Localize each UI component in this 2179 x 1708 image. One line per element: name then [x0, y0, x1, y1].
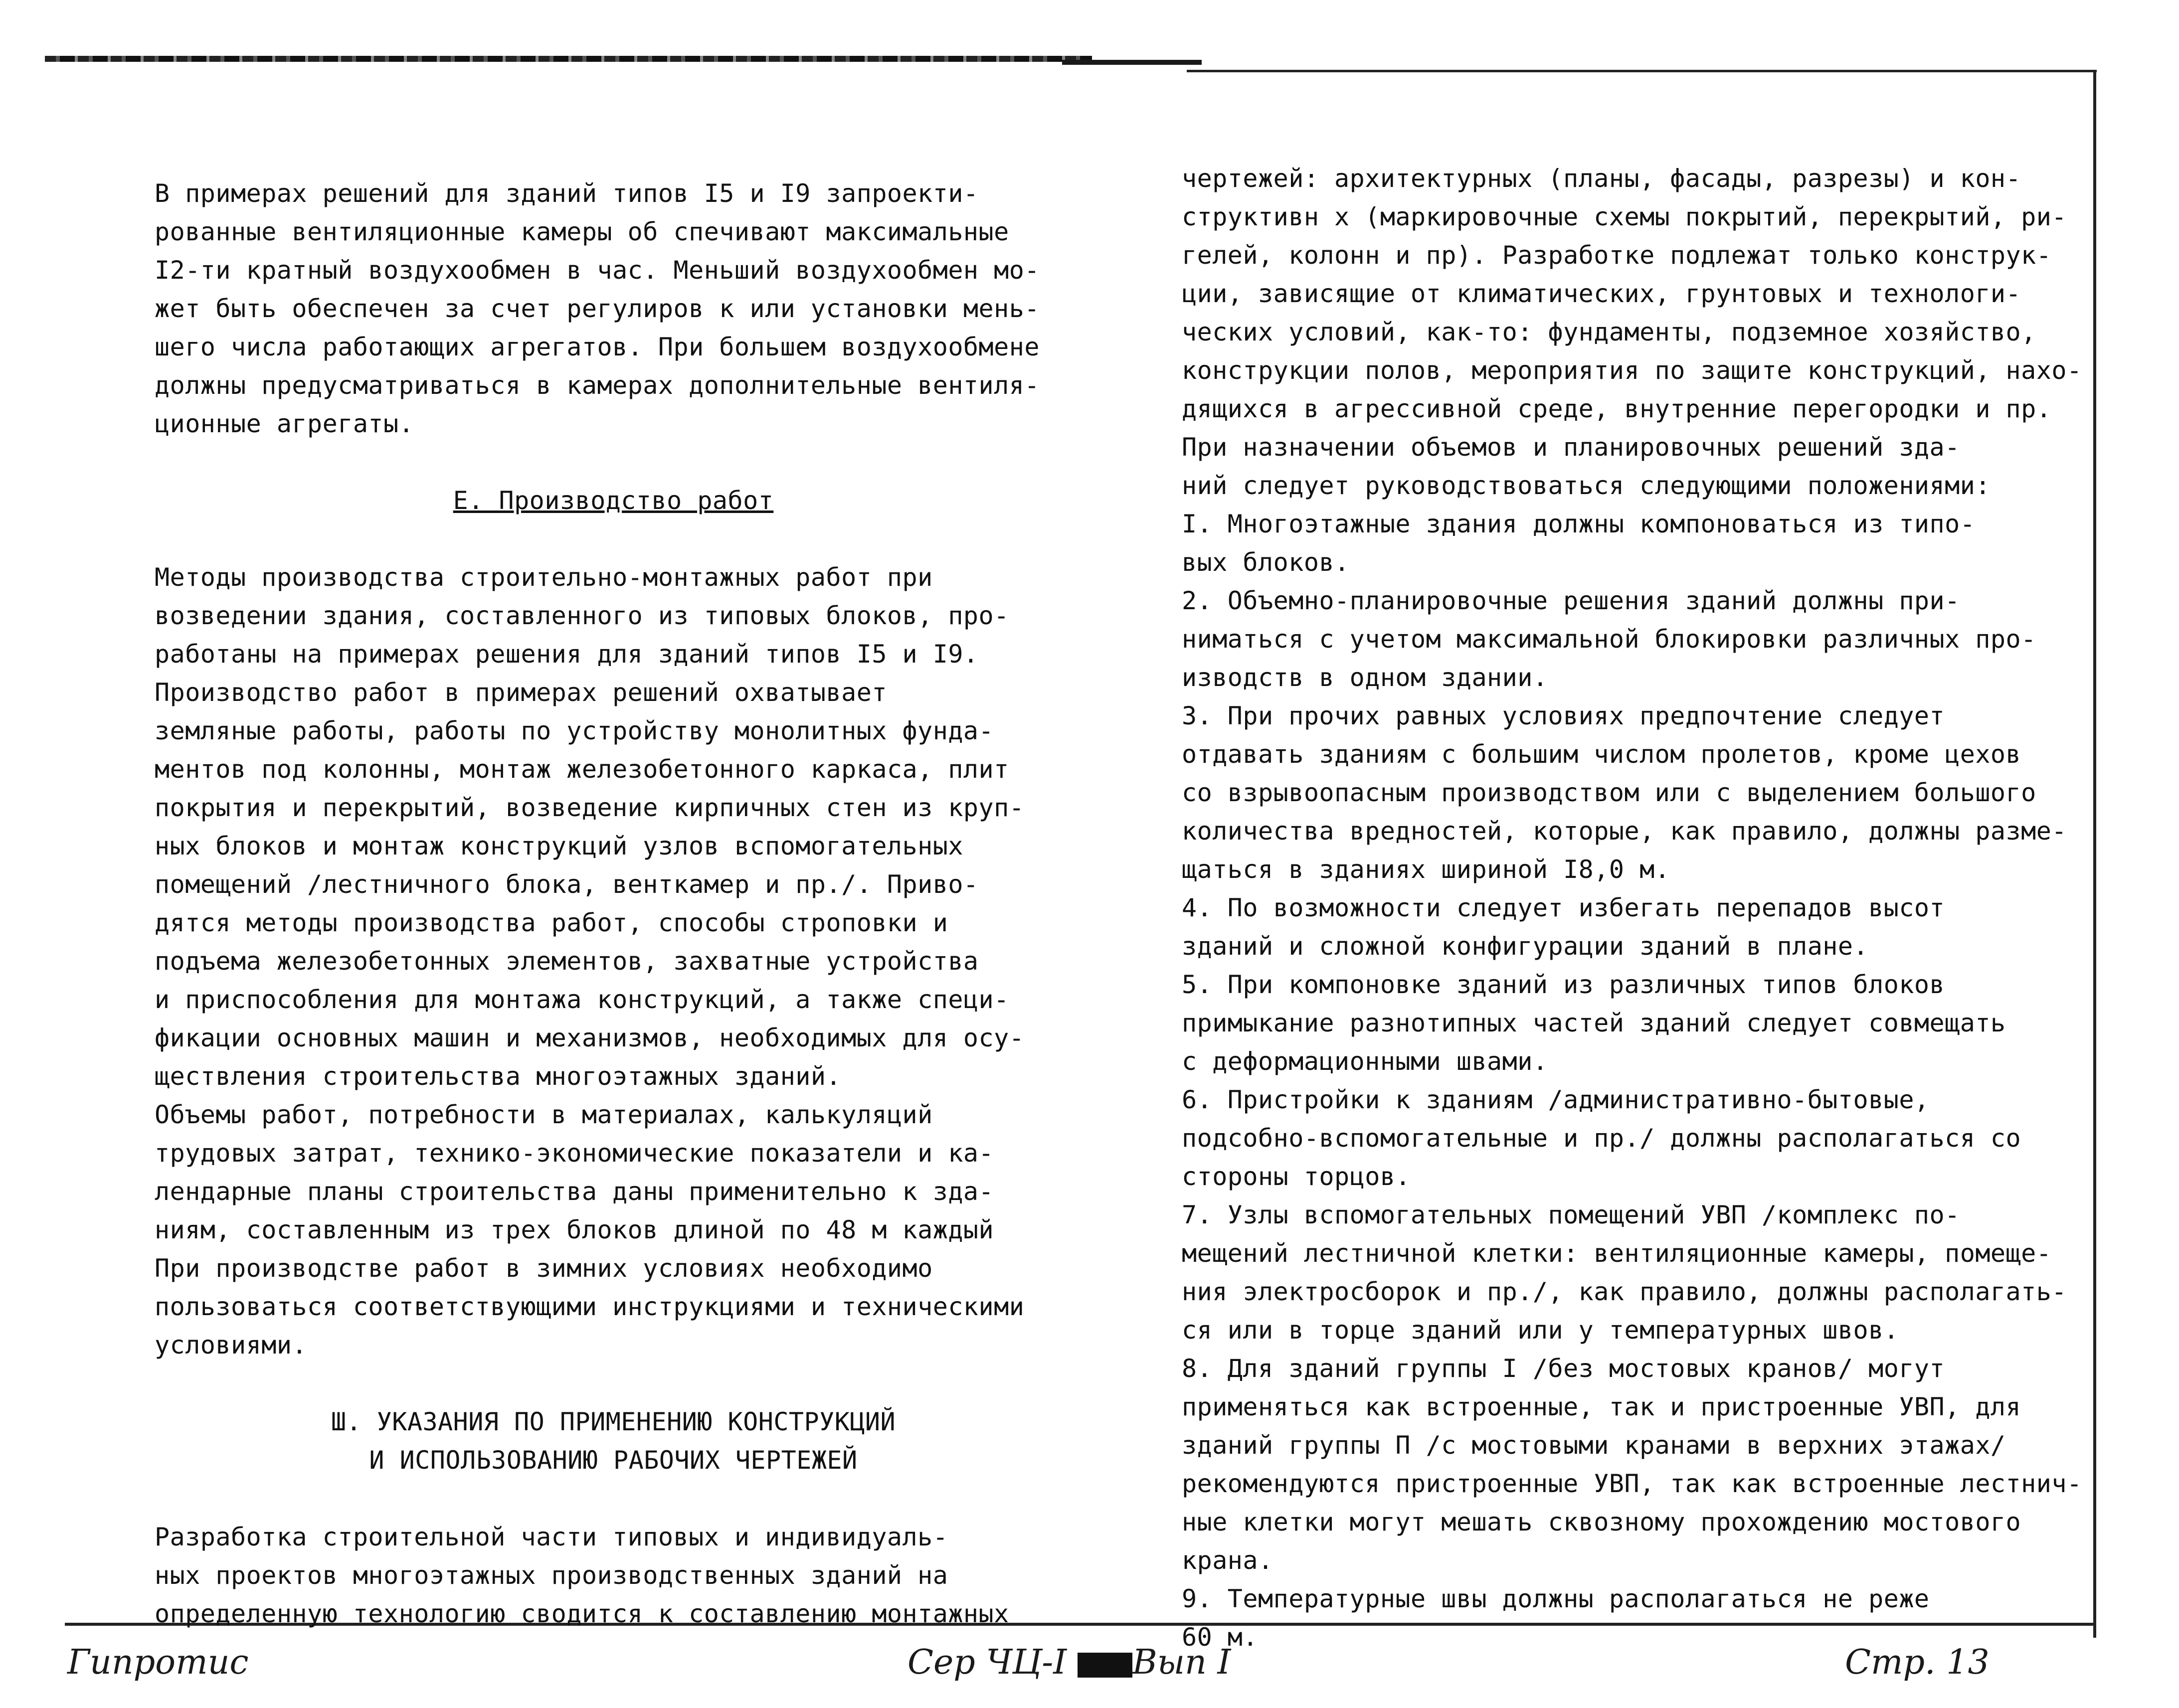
section-iii-heading: [155, 1403, 1072, 1480]
paragraph-works-scope: [155, 674, 1072, 1096]
provision-item-1: [1182, 505, 2089, 582]
text-line: ческих условий, как-то: фундаменты, подземное хозяйство,: [1182, 318, 2036, 346]
text-line: дятся методы производства работ, способы строповки и: [155, 908, 948, 937]
text-line: Разработка строительной части типовых и индивидуаль-: [155, 1523, 948, 1551]
text-line: мещений лестничной клетки: вентиляционные камеры, помеще-: [1182, 1239, 2052, 1268]
text-line: Производство работ в примерах решений охватывает: [155, 678, 887, 707]
left-column: [155, 174, 1072, 1633]
text-line: ции, зависящие от климатических, грунтовых и технологи-: [1182, 279, 2021, 308]
footer-issue: Вып I: [1132, 1643, 1231, 1682]
text-line: Методы производства строительно-монтажных работ при: [155, 563, 933, 592]
text-line: В примерах решений для зданий типов I5 и I9 запроекти-: [155, 179, 979, 208]
text-line: ных проектов многоэтажных производственных зданий на: [155, 1561, 948, 1590]
text-line: конструкции полов, мероприятия по защите конструкций, нахо-: [1182, 356, 2082, 385]
text-line: I. Многоэтажные здания должны компоноваться из типо-: [1182, 510, 1976, 538]
heading-line: И ИСПОЛЬЗОВАНИЮ РАБОЧИХ ЧЕРТЕЖЕЙ: [369, 1446, 858, 1475]
text-line: определенную технологию сводится к составлению монтажных: [155, 1599, 1009, 1628]
text-line: I2-ти кратный воздухообмен в час. Меньший воздухообмен мо-: [155, 256, 1040, 285]
text-line: ных блоков и монтаж конструкций узлов вспомогательных: [155, 832, 963, 860]
paragraph-provisions: [1182, 428, 2089, 505]
text-line: ществления строительства многоэтажных зданий.: [155, 1062, 842, 1091]
text-line: 6. Пристройки к зданиям /административно-бытовые,: [1182, 1085, 1930, 1114]
text-line: Объемы работ, потребности в материалах, калькуляций: [155, 1100, 933, 1129]
text-line: щаться в зданиях шириной I8,0 м.: [1182, 855, 1670, 884]
text-line: пользоваться соответствующими инструкциями и техническими: [155, 1292, 1025, 1321]
text-line: 5. При компоновке зданий из различных типов блоков: [1182, 970, 1945, 999]
text-line: ниям, составленным из трех блоков длиной по 48 м каждый: [155, 1215, 994, 1244]
page-frame-right: [2093, 70, 2096, 1638]
text-line: зданий группы П /с мостовыми кранами в верхних этажах/: [1182, 1431, 2006, 1460]
text-line: крана.: [1182, 1546, 1273, 1575]
footer-series: [908, 1643, 1231, 1682]
text-line: лендарные планы строительства даны применительно к зда-: [155, 1177, 994, 1206]
text-line: ния электросборок и пр./, как правило, должны располагать-: [1182, 1277, 2067, 1306]
paragraph-drawings: [1182, 160, 2089, 428]
text-line: условиями.: [155, 1331, 308, 1360]
footer-organization: Гипротис: [67, 1643, 249, 1682]
provision-item-6: [1182, 1081, 2089, 1196]
text-line: 4. По возможности следует избегать перепадов высот: [1182, 893, 1945, 922]
text-line: 2. Объемно-планировочные решения зданий должны при-: [1182, 586, 1960, 615]
footer-series-prefix: Сер: [908, 1643, 975, 1682]
text-line: количества вредностей, которые, как правило, должны разме-: [1182, 817, 2067, 846]
provision-item-8: [1182, 1350, 2089, 1580]
section-e-heading: Е. Производство работ: [453, 486, 774, 515]
text-line: ниматься с учетом максимальной блокировки различных про-: [1182, 625, 2036, 654]
text-line: подсобно-вспомогательные и пр./ должны располагаться со: [1182, 1124, 2021, 1153]
text-line: рованные вентиляционные камеры об спечивают максимальные: [155, 217, 1009, 246]
text-line: ний следует руководствоваться следующими положениями:: [1182, 471, 1991, 500]
provision-item-5: [1182, 966, 2089, 1081]
text-line: дящихся в агрессивной среде, внутренние перегородки и пр.: [1182, 394, 2052, 423]
text-line: ные клетки могут мешать сквозному прохождению мостового: [1182, 1508, 2021, 1537]
text-line: рекомендуются пристроенные УВП, так как встроенные лестнич-: [1182, 1469, 2082, 1498]
right-column: [1182, 160, 2089, 1657]
text-line: отдавать зданиям с большим числом пролетов, кроме цехов: [1182, 740, 2021, 769]
page-frame-top: [1187, 70, 2097, 72]
text-line: земляные работы, работы по устройству монолитных фунда-: [155, 716, 994, 745]
paragraph-ventilation: [155, 174, 1072, 443]
text-line: трудовых затрат, технико-экономические показатели и ка-: [155, 1139, 994, 1168]
text-line: стороны торцов.: [1182, 1162, 1411, 1191]
text-line: ционные агрегаты.: [155, 409, 414, 438]
text-line: изводств в одном здании.: [1182, 663, 1548, 692]
text-line: жет быть обеспечен за счет регулиров к или установки мень-: [155, 294, 1040, 323]
text-line: 60 м.: [1182, 1623, 1259, 1652]
provision-item-4: [1182, 889, 2089, 966]
text-line: помещений /лестничного блока, венткамер и пр./. Приво-: [155, 870, 979, 899]
paragraph-volumes: [155, 1096, 1072, 1249]
text-line: работаны на примерах решения для зданий типов I5 и I9.: [155, 640, 979, 669]
text-line: покрытия и перекрытий, возведение кирпичных стен из круп-: [155, 793, 1025, 822]
text-line: 9. Температурные швы должны располагаться не реже: [1182, 1584, 1930, 1613]
paragraph-winter: [155, 1249, 1072, 1365]
text-line: При производстве работ в зимних условиях необходимо: [155, 1254, 933, 1283]
text-line: структивн х (маркировочные схемы покрытий, перекрытий, ри-: [1182, 202, 2067, 231]
text-line: 3. При прочих равных условиях предпочтение следует: [1182, 701, 1945, 730]
text-line: гелей, колонн и пр). Разработке подлежат только конструк-: [1182, 241, 2052, 270]
footer-series-code: ЧЦ-I: [986, 1643, 1067, 1682]
text-line: примыкание разнотипных частей зданий следует совмещать: [1182, 1009, 2006, 1037]
paragraph-methods: [155, 558, 1072, 674]
scan-top-rule: [45, 56, 1092, 62]
text-line: При назначении объемов и планировочных решений зда-: [1182, 433, 1960, 462]
provision-item-3: [1182, 697, 2089, 889]
text-line: фикации основных машин и механизмов, необходимых для осу-: [155, 1024, 1025, 1052]
text-line: применяться как встроенные, так и пристроенные УВП, для: [1182, 1392, 2021, 1421]
text-line: ся или в торце зданий или у температурных швов.: [1182, 1316, 1899, 1345]
footer-page-number: Стр. 13: [1845, 1643, 1990, 1682]
text-line: 7. Узлы вспомогательных помещений УВП /комплекс по-: [1182, 1200, 1960, 1229]
text-line: возведении здания, составленного из типовых блоков, про-: [155, 601, 1009, 630]
text-line: вых блоков.: [1182, 548, 1350, 577]
scan-top-rule-fragment: [1062, 60, 1202, 65]
provision-item-7: [1182, 1196, 2089, 1350]
text-line: подъема железобетонных элементов, захватные устройства: [155, 947, 979, 976]
text-line: со взрывоопасным производством или с выделением большого: [1182, 778, 2036, 807]
paragraph-development: [155, 1518, 1072, 1633]
text-line: и приспособления для монтажа конструкций, а также специ-: [155, 985, 1009, 1014]
text-line: должны предусматриваться в камерах дополнительные вентиля-: [155, 371, 1040, 400]
text-line: ментов под колонны, монтаж железобетонного каркаса, плит: [155, 755, 1009, 784]
text-line: чертежей: архитектурных (планы, фасады, разрезы) и кон-: [1182, 164, 2021, 193]
text-line: 8. Для зданий группы I /без мостовых кранов/ могут: [1182, 1354, 1945, 1383]
text-line: с деформационными швами.: [1182, 1047, 1548, 1076]
heading-line: Ш. УКАЗАНИЯ ПО ПРИМЕНЕНИЮ КОНСТРУКЦИЙ: [331, 1407, 896, 1436]
text-line: шего числа работающих агрегатов. При большем воздухообмене: [155, 333, 1040, 361]
redaction-mark: [1078, 1653, 1132, 1678]
provision-item-2: [1182, 582, 2089, 697]
text-line: зданий и сложной конфигурации зданий в плане.: [1182, 932, 1869, 961]
